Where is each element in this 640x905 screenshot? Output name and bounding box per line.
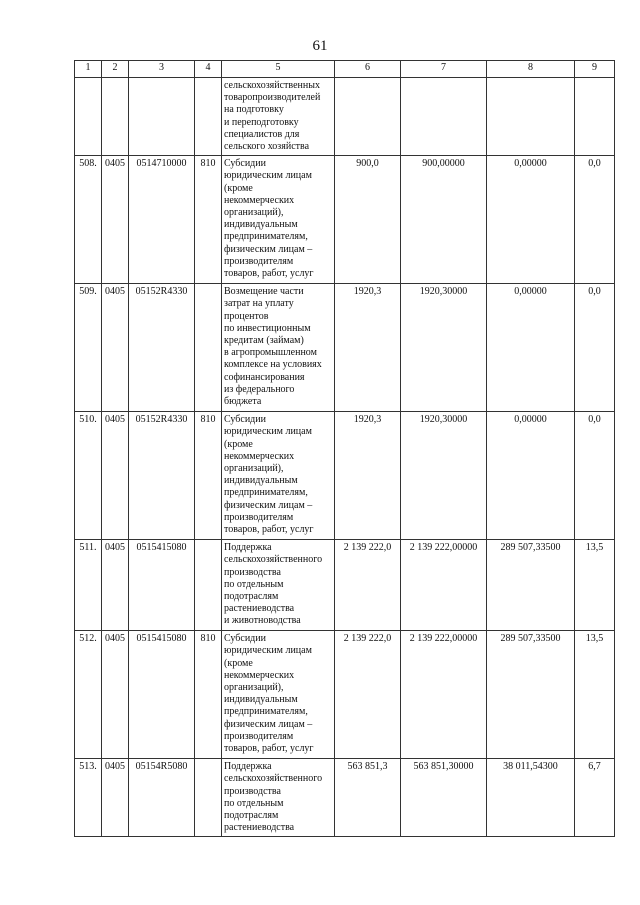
header-row <box>75 61 615 78</box>
cell-target: 0515415080 <box>129 540 195 631</box>
cell-description: Поддержка сельскохозяйственного производства по отдельным подотраслям растениеводства <box>222 759 335 837</box>
cell-refined: 563 851,30000 <box>401 759 487 837</box>
cell-section: 0405 <box>102 759 129 837</box>
table-row <box>75 540 615 631</box>
cell-section: 0405 <box>102 412 129 540</box>
cell-section: 0405 <box>102 631 129 759</box>
cell-percent: 13,5 <box>575 540 615 631</box>
cell-target: 05152R4330 <box>129 284 195 412</box>
cell-executed: 38 011,54300 <box>487 759 575 837</box>
cell-percent: 13,5 <box>575 631 615 759</box>
cell-row-number: 509. <box>75 284 102 412</box>
cell-executed: 0,00000 <box>487 156 575 284</box>
cell-percent: 6,7 <box>575 759 615 837</box>
cell-expense-type: 810 <box>195 412 222 540</box>
cell-plan: 563 851,3 <box>335 759 401 837</box>
cell-refined: 1920,30000 <box>401 284 487 412</box>
cell-plan: 900,0 <box>335 156 401 284</box>
cell-expense-type <box>195 759 222 837</box>
cell-percent: 0,0 <box>575 412 615 540</box>
cell-expense-type: 810 <box>195 156 222 284</box>
cell-executed: 289 507,33500 <box>487 540 575 631</box>
cell-description: сельскохозяйственных товаропроизводителей на подготовку и переподготовку специалистов для сельского хозяйства <box>222 78 335 156</box>
column-header: 3 <box>129 61 195 78</box>
cell-expense-type <box>195 540 222 631</box>
cell-empty <box>401 78 487 156</box>
cell-description: Субсидии юридическим лицам (кроме некоммерческих организаций), индивидуальным предпринимателям, физическим лицам – производителям товаров, работ, услуг <box>222 412 335 540</box>
cell-target: 05154R5080 <box>129 759 195 837</box>
cell-empty <box>195 78 222 156</box>
column-header: 4 <box>195 61 222 78</box>
column-header: 2 <box>102 61 129 78</box>
cell-target: 0515415080 <box>129 631 195 759</box>
cell-empty <box>575 78 615 156</box>
page-number: 61 <box>312 38 328 54</box>
table-row <box>75 412 615 540</box>
cell-refined: 2 139 222,00000 <box>401 540 487 631</box>
cell-row-number: 513. <box>75 759 102 837</box>
column-header: 7 <box>401 61 487 78</box>
cell-description: Субсидии юридическим лицам (кроме некоммерческих организаций), индивидуальным предпринимателям, физическим лицам – производителям товаров, работ, услуг <box>222 156 335 284</box>
column-header: 5 <box>222 61 335 78</box>
column-header: 9 <box>575 61 615 78</box>
cell-plan: 1920,3 <box>335 412 401 540</box>
cell-plan: 1920,3 <box>335 284 401 412</box>
table-row <box>75 284 615 412</box>
cell-empty <box>75 78 102 156</box>
cell-section: 0405 <box>102 540 129 631</box>
cell-empty <box>487 78 575 156</box>
column-header: 1 <box>75 61 102 78</box>
cell-empty <box>102 78 129 156</box>
cell-expense-type: 810 <box>195 631 222 759</box>
cell-plan: 2 139 222,0 <box>335 631 401 759</box>
table-row <box>75 759 615 837</box>
cell-description: Возмещение части затрат на уплату процентов по инвестиционным кредитам (займам) в агропромышленном комплексе на условиях софинансирования из федерального бюджета <box>222 284 335 412</box>
cell-row-number: 508. <box>75 156 102 284</box>
cell-target: 0514710000 <box>129 156 195 284</box>
cell-row-number: 510. <box>75 412 102 540</box>
cell-executed: 0,00000 <box>487 284 575 412</box>
cell-section: 0405 <box>102 284 129 412</box>
cell-refined: 900,00000 <box>401 156 487 284</box>
column-header: 8 <box>487 61 575 78</box>
cell-empty <box>129 78 195 156</box>
cell-executed: 0,00000 <box>487 412 575 540</box>
cell-executed: 289 507,33500 <box>487 631 575 759</box>
cell-percent: 0,0 <box>575 156 615 284</box>
cell-row-number: 511. <box>75 540 102 631</box>
cell-target: 05152R4330 <box>129 412 195 540</box>
cell-row-number: 512. <box>75 631 102 759</box>
continuation-row <box>75 78 615 156</box>
column-header: 6 <box>335 61 401 78</box>
cell-section: 0405 <box>102 156 129 284</box>
table-row <box>75 631 615 759</box>
cell-percent: 0,0 <box>575 284 615 412</box>
table-row <box>75 156 615 284</box>
budget-table <box>74 60 615 837</box>
cell-empty <box>335 78 401 156</box>
cell-plan: 2 139 222,0 <box>335 540 401 631</box>
cell-description: Поддержка сельскохозяйственного производства по отдельным подотраслям растениеводства и животноводства <box>222 540 335 631</box>
cell-refined: 1920,30000 <box>401 412 487 540</box>
cell-expense-type <box>195 284 222 412</box>
cell-description: Субсидии юридическим лицам (кроме некоммерческих организаций), индивидуальным предпринимателям, физическим лицам – производителям товаров, работ, услуг <box>222 631 335 759</box>
cell-refined: 2 139 222,00000 <box>401 631 487 759</box>
